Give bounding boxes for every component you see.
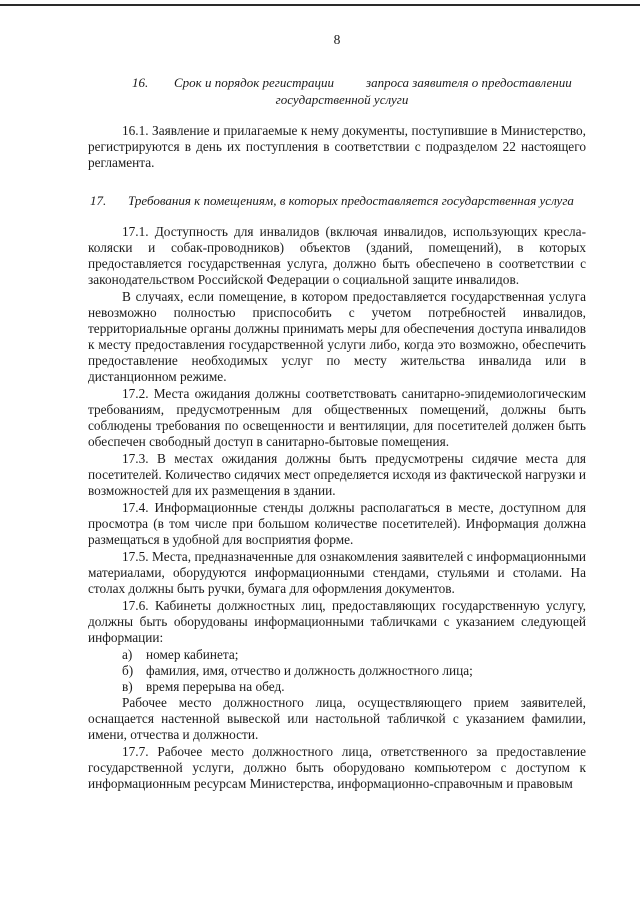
section-16-number: 16. xyxy=(132,75,149,90)
section-17-number: 17. xyxy=(90,193,107,208)
paragraph-17-2: 17.2. Места ожидания должны соответствовать санитарно-эпидемиологическим требованиям, предусмотренным для общественных помещений, должны быть соблюдены требования по освещенности и вентиляции, для посетителей должен быть обеспечен свободный доступ в санитарно-бытовые помещения. xyxy=(88,386,586,449)
list-item-label: б) xyxy=(122,663,134,678)
paragraph-17-7: 17.7. Рабочее место должностного лица, ответственного за предоставление государственной услуги, должно быть оборудовано компьютером с доступом к информационным ресурсам Министерства, информационно-справочным и правовым xyxy=(88,744,586,791)
list-item xyxy=(88,647,586,663)
paragraph-17-3: 17.3. В местах ожидания должны быть предусмотрены сидячие места для посетителей. Количество сидячих мест определяется исходя из фактической нагрузки и возможностей для их размещения в здании. xyxy=(88,451,586,498)
list-item-text: номер кабинета; xyxy=(146,647,239,662)
paragraph-17-5: 17.5. Места, предназначенные для ознакомления заявителей с информационными материалами, оборудуются информационными стендами, стульями и столами. На столах должны быть ручки, бумага для оформления документов. xyxy=(88,549,586,596)
list-item-text: фамилия, имя, отчество и должность должностного лица; xyxy=(146,663,473,678)
paragraph-16-1: 16.1. Заявление и прилагаемые к нему документы, поступившие в Министерство, регистрируются в день их поступления в соответствии с подразделом 22 настоящего регламента. xyxy=(88,123,586,170)
info-list xyxy=(88,647,586,695)
paragraph-17-1b: В случаях, если помещение, в котором предоставляется государственная услуга невозможно полностью приспособить с учетом потребностей инвалидов, территориальные органы должны принимать меры для обеспечения доступа инвалидов к месту предоставления государственной услуги либо, когда это возможно, обеспечить предоставление необходимых услуг по месту жительства инвалида или в дистанционном режиме. xyxy=(88,289,586,384)
page-number: 8 xyxy=(333,32,341,47)
section-16-title-line2: государственной услуги xyxy=(275,92,409,107)
top-border-line xyxy=(0,4,640,6)
list-item-text: время перерыва на обед. xyxy=(146,679,285,694)
list-item-label: в) xyxy=(122,679,133,694)
paragraph-17-1: 17.1. Доступность для инвалидов (включая инвалидов, использующих кресла-коляски и собак-проводников) объектов (зданий, помещений), в которых предоставляется государственная услуга, должно быть обеспечено в соответствии с законодательством Российской Федерации о социальной защите инвалидов. xyxy=(88,224,586,287)
list-item xyxy=(88,663,586,679)
section-16-title-part1: Срок и порядок регистрации xyxy=(174,75,335,90)
section-17-title: Требования к помещениям, в которых предоставляется государственная услуга xyxy=(128,193,574,208)
list-item-label: а) xyxy=(122,647,133,662)
section-16-body xyxy=(88,123,586,171)
section-16-heading xyxy=(88,74,586,108)
section-16-title-part2: запроса заявителя о предоставлении xyxy=(366,75,572,90)
list-item xyxy=(88,679,586,695)
paragraph-17-6b: Рабочее место должностного лица, осуществляющего прием заявителей, оснащается настенной вывеской или настольной табличкой с указанием фамилии, имени, отчества и должности. xyxy=(88,695,586,742)
paragraph-17-6: 17.6. Кабинеты должностных лиц, предоставляющих государственную услугу, должны быть оборудованы информационными табличками с указанием следующей информации: xyxy=(88,598,586,645)
paragraph-17-4: 17.4. Информационные стенды должны располагаться в месте, доступном для просмотра (в том числе при большом количестве посетителей). Информация должна размещаться в удобной для восприятия форме. xyxy=(88,500,586,547)
section-17-body xyxy=(88,224,586,792)
